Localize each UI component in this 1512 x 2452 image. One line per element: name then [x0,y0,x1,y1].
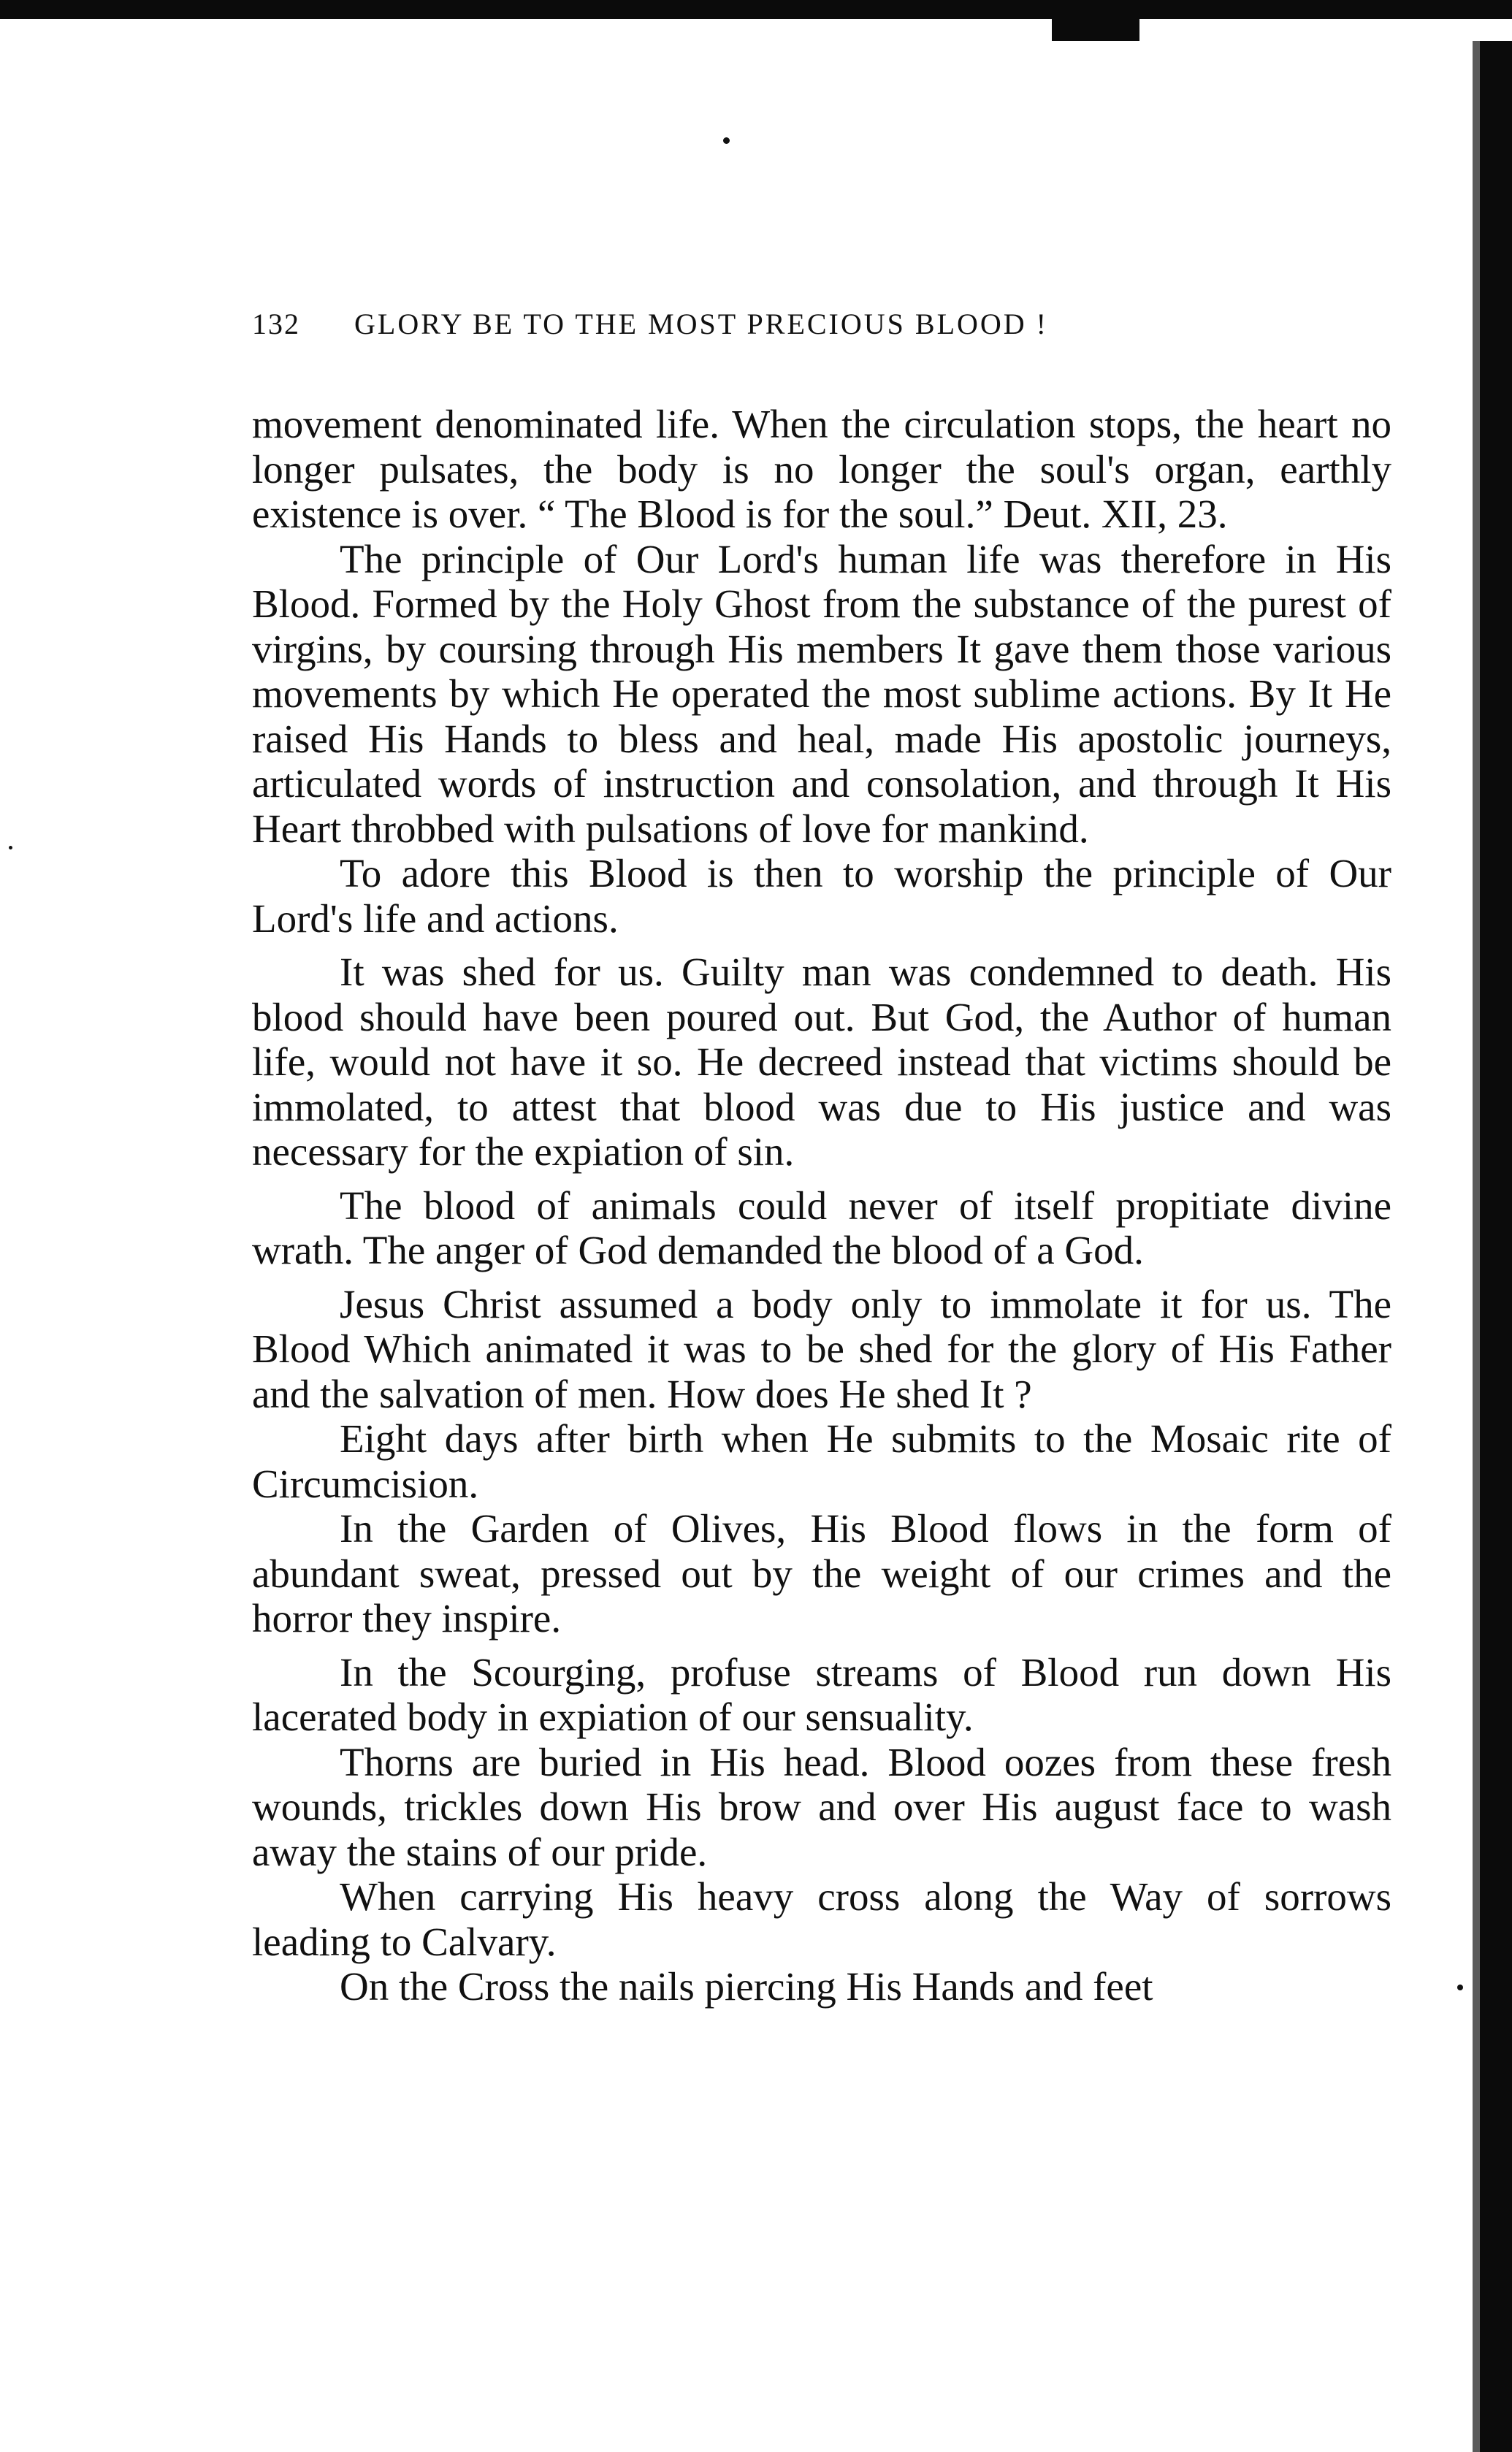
paragraph: When carrying His heavy cross along the Way of sorrows leading to Calvary. [252,1874,1391,1964]
page-number: 132 [252,308,300,340]
paragraph: To adore this Blood is then to worship the principle of Our Lord's life and actions. [252,851,1391,941]
paragraph: Jesus Christ assumed a body only to immolate it for us. The Blood Which animated it was to be shed for the glory of His Father and the salvation of men. How does He shed It ? [252,1281,1391,1416]
running-title: GLORY BE TO THE MOST PRECIOUS BLOOD ! [354,308,1048,340]
paragraph: In the Garden of Olives, His Blood flows in the form of abundant sweat, pressed out by the weight of our crimes and the horror they inspire. [252,1506,1391,1641]
scan-speck [9,846,12,849]
paragraph: It was shed for us. Guilty man was condemned to death. His blood should have been poured out. But God, the Author of human life, would not have it so. He decreed instead that victims should be immolated, to attest that blood was due to His justice and was necessary for the expiation of sin. [252,950,1391,1174]
paragraph: movement denominated life. When the circulation stops, the heart no longer pulsates, the body is no longer the soul's organ, earthly existence is over. “ The Blood is for the soul.” Deut. XII, 23. [252,402,1391,536]
paragraph: In the Scourging, profuse streams of Blood run down His lacerated body in expiation of our sensuality. [252,1649,1391,1739]
scan-speck [1457,1985,1463,1990]
book-page [252,307,1391,2009]
paragraph: On the Cross the nails piercing His Hands and feet [340,1964,1153,2009]
paragraph: The blood of animals could never of itself propitiate divine wrath. The anger of God demanded the blood of a God. [252,1183,1391,1272]
scan-top-border-notch [1052,0,1139,41]
scan-right-border-shadow [1473,41,1480,2452]
scan-right-border [1480,41,1512,2452]
running-head [252,307,1391,351]
scan-speck [723,137,730,144]
paragraph: Eight days after birth when He submits to the Mosaic rite of Circumcision. [252,1416,1391,1506]
paragraph: The principle of Our Lord's human life was therefore in His Blood. Formed by the Holy Ghost from the substance of the purest of virgins, by coursing through His members It gave them those various movements by which He operated the most sublime actions. By It He raised His Hands to bless and heal, made His apostolic journeys, articulated words of instruction and consolation, and through It His Heart throbbed with pulsations of love for mankind. [252,536,1391,851]
body-text [252,402,1391,2009]
paragraph: Thorns are buried in His head. Blood oozes from these fresh wounds, trickles down His brow and over His august face to wash away the stains of our pride. [252,1739,1391,1874]
scan-top-border [0,0,1512,19]
